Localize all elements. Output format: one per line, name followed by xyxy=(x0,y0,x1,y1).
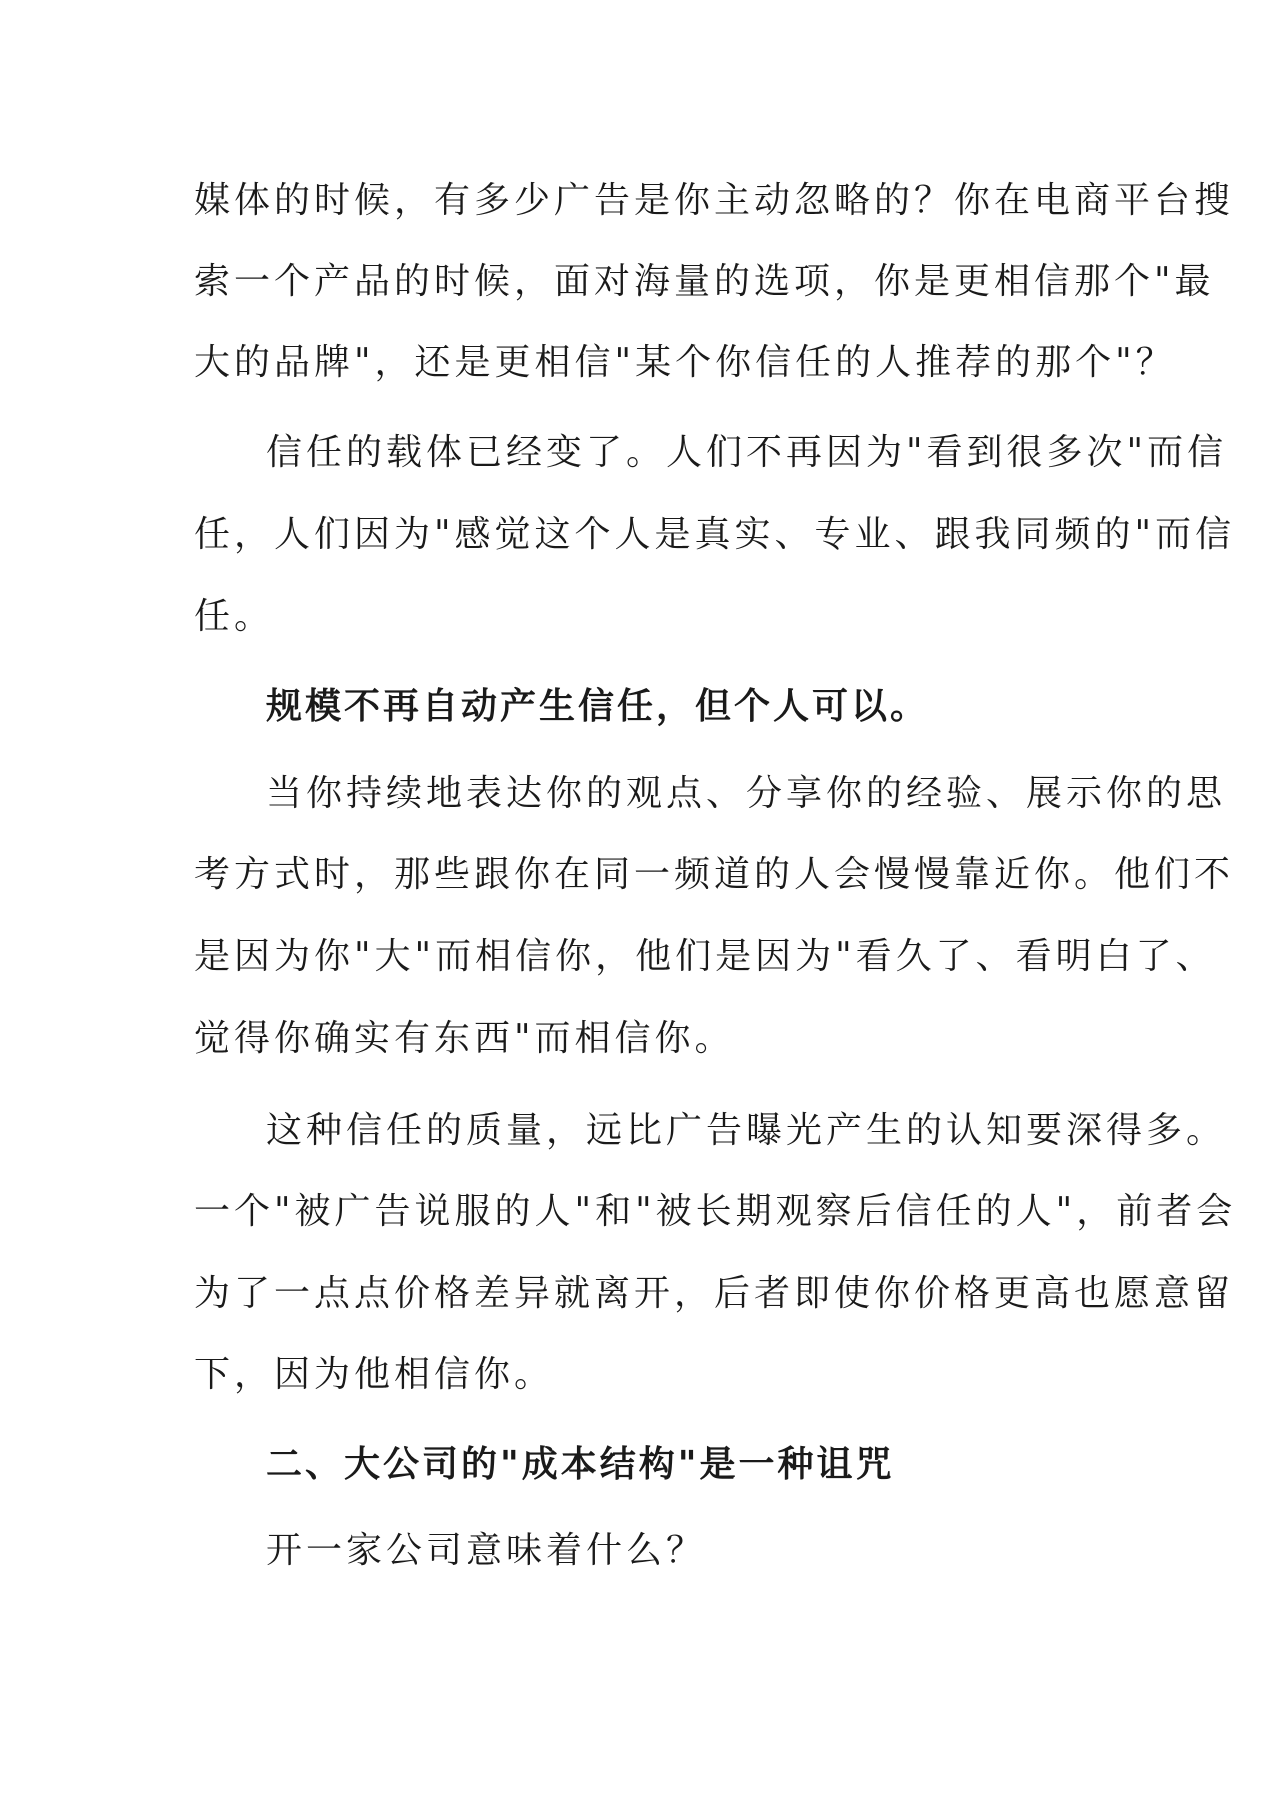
paragraph-2-line-3: 任。 xyxy=(194,596,275,637)
section-heading: 二、大公司的"成本结构"是一种诅咒 xyxy=(266,1444,895,1485)
paragraph-1-line-1: 媒体的时候，有多少广告是你主动忽略的？你在电商平台搜 xyxy=(194,180,1235,221)
paragraph-2-line-1: 信任的载体已经变了。人们不再因为"看到很多次"而信 xyxy=(266,432,1228,473)
paragraph-1-line-3: 大的品牌"，还是更相信"某个你信任的人推荐的那个"？ xyxy=(194,342,1176,383)
paragraph-4-line-2: 一个"被广告说服的人"和"被长期观察后信任的人"，前者会 xyxy=(194,1191,1237,1232)
bold-statement: 规模不再自动产生信任，但个人可以。 xyxy=(266,686,930,727)
paragraph-3-line-1: 当你持续地表达你的观点、分享你的经验、展示你的思 xyxy=(266,773,1227,814)
paragraph-3-line-2: 考方式时，那些跟你在同一频道的人会慢慢靠近你。他们不 xyxy=(194,854,1235,895)
paragraph-4-line-1: 这种信任的质量，远比广告曝光产生的认知要深得多。 xyxy=(266,1110,1227,1151)
paragraph-4-line-4: 下，因为他相信你。 xyxy=(194,1354,555,1395)
paragraph-5-line-1: 开一家公司意味着什么？ xyxy=(266,1530,707,1571)
paragraph-2-line-2: 任，人们因为"感觉这个人是真实、专业、跟我同频的"而信 xyxy=(194,514,1236,555)
paragraph-3-line-4: 觉得你确实有东西"而相信你。 xyxy=(194,1018,735,1059)
paragraph-4-line-3: 为了一点点价格差异就离开，后者即使你价格更高也愿意留 xyxy=(194,1273,1235,1314)
paragraph-3-line-3: 是因为你"大"而相信你，他们是因为"看久了、看明白了、 xyxy=(194,936,1216,977)
paragraph-1-line-2: 索一个产品的时候，面对海量的选项，你是更相信那个"最 xyxy=(194,261,1215,302)
